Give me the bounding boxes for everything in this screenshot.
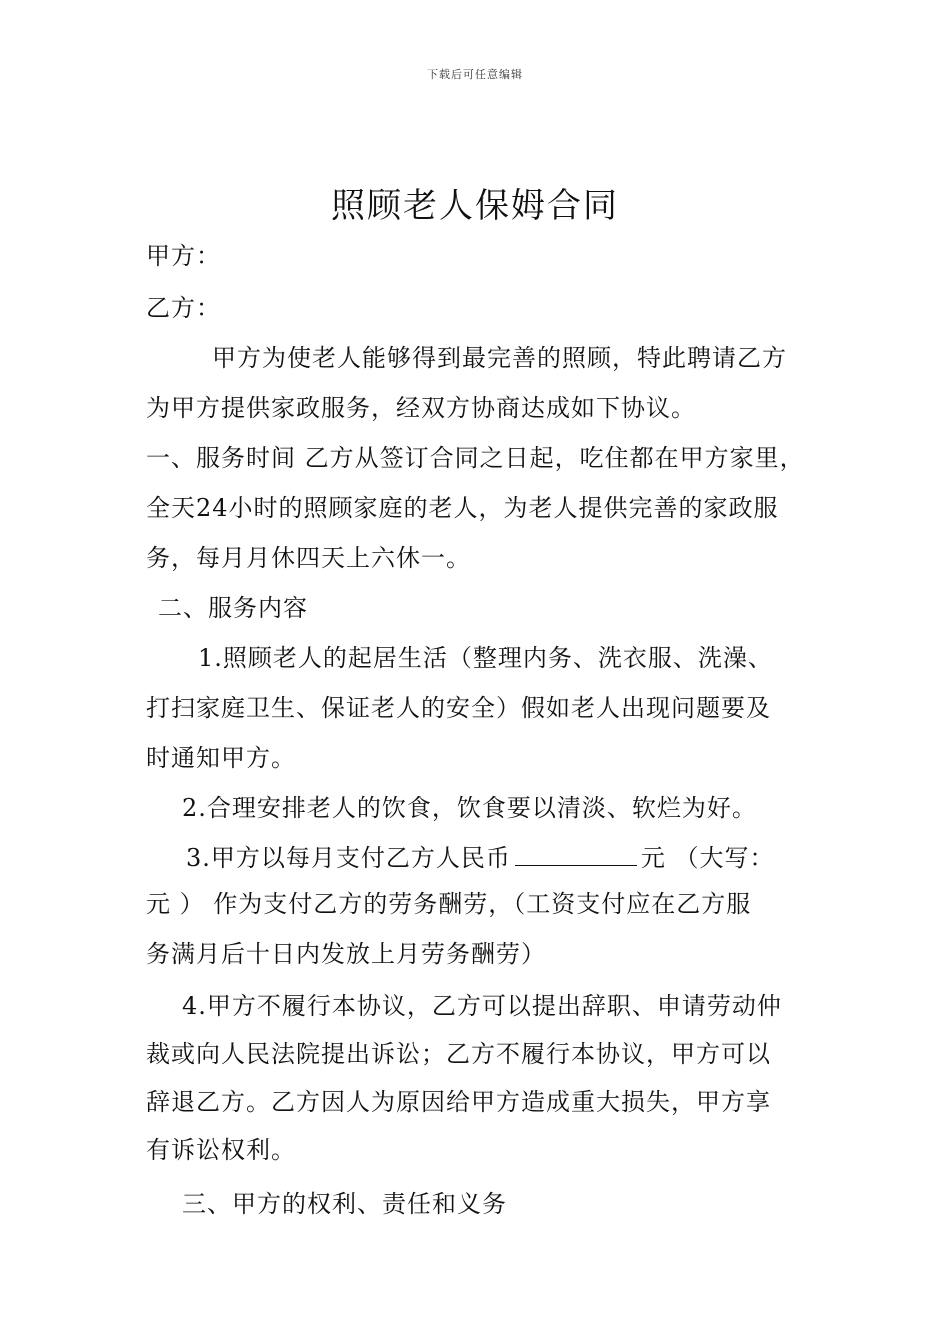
party-a-label: 甲方： — [146, 242, 221, 270]
section2-heading: 二、服务内容 — [158, 594, 308, 622]
intro-line-1: 甲方为使老人能够得到最完善的照顾，特此聘请乙方 — [212, 344, 787, 372]
section2-item1-line-2: 打扫家庭卫生、保证老人的安全）假如老人出现问题要及 — [146, 694, 771, 722]
contract-title: 照顾老人保姆合同 — [331, 186, 619, 226]
section2-item1-line-1: 1.照顾老人的起居生活（整理内务、洗衣服、洗澡、 — [198, 644, 773, 672]
section2-item2: 2.合理安排老人的饮食，饮食要以清淡、软烂为好。 — [182, 794, 757, 822]
section2-item3-line-3: 务满月后十日内发放上月劳务酬劳） — [146, 940, 546, 968]
section2-item3-line-2: 元 ） 作为支付乙方的劳务酬劳，（工资支付应在乙方服 — [146, 890, 752, 918]
item3-prefix: 3.甲方以每月支付乙方人民币 — [186, 844, 511, 872]
section2-item3-line-1 — [186, 838, 775, 873]
section1-line-2: 全天24小时的照顾家庭的老人，为老人提供完善的家政服 — [146, 494, 779, 522]
item3-suffix: 元 （大写： — [640, 844, 775, 872]
salary-amount-blank[interactable] — [515, 843, 637, 866]
section2-item4-line-1: 4.甲方不履行本协议，乙方可以提出辞职、申请劳动仲 — [182, 992, 782, 1020]
section1-line-3: 务，每月月休四天上六休一。 — [146, 544, 471, 572]
intro-line-2: 为甲方提供家政服务，经双方协商达成如下协议。 — [146, 394, 696, 422]
section2-item4-line-4: 有诉讼权利。 — [146, 1136, 296, 1164]
section2-item1-line-3: 时通知甲方。 — [146, 744, 296, 772]
section2-item4-line-2: 裁或向人民法院提出诉讼；乙方不履行本协议，甲方可以 — [146, 1040, 771, 1068]
party-b-label: 乙方： — [146, 294, 221, 322]
header-note: 下载后可任意编辑 — [427, 68, 523, 81]
section3-heading: 三、甲方的权利、责任和义务 — [182, 1190, 507, 1218]
section2-item4-line-3: 辞退乙方。乙方因人为原因给甲方造成重大损失，甲方享 — [146, 1088, 771, 1116]
section1-line-1: 一、服务时间 乙方从签订合同之日起，吃住都在甲方家里， — [146, 444, 805, 472]
